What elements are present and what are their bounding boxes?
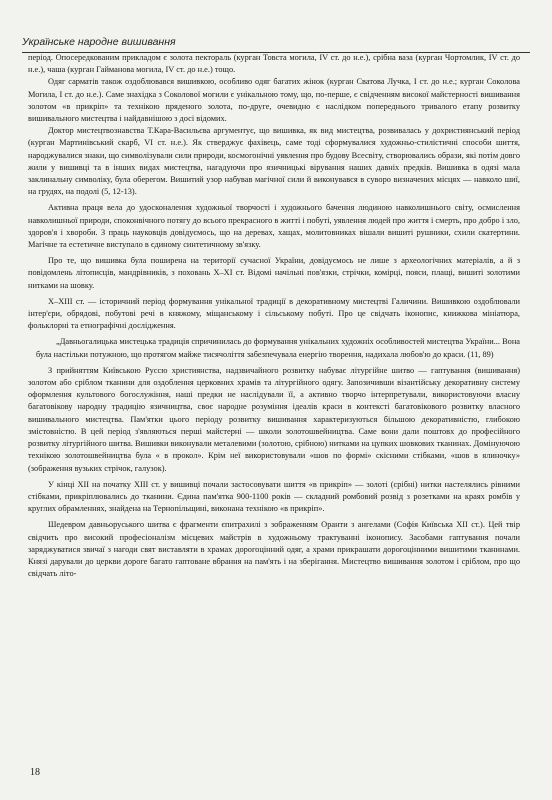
body-text <box>28 52 520 580</box>
running-head: Українське народне вишивання <box>22 36 176 48</box>
page-number: 18 <box>30 767 40 778</box>
paragraph-christianity-liturgical: З прийняттям Київською Руссю християнства, надзвичайного розвитку набуває літургійне шитво — гаптування (вишивання) золотом або сріблом тканини для оздоблення церковних храмів та літургійного одягу. Запозичивши візантійську декоративну систему оформлення культового богослужіння, наші предки не наслідували її, а активно творчо інтерпретували, використовуючи власну багатовікову народну традицію язичництва, своє народне розуміння ідеалів краси в контексті багатовікового розвитку власного вишивального мистецтва. Пам'ятки цього періоду розвитку вишивання характеризуються більшою декоративністю, глибокою змістовністю. В цей період з'являються перші майстерні — школи золотошвейництва. Саме вони дали поштовх до професійного розвитку літургійного шитва. Вишивки виконували металевими (золотою, срібною) нитками на цупких шовкових тканинах. Домінуючою технікою золотошвейництва була « в прокол». Крім неї використовували «шов по формі» скісними стібками, «шов в ялиночку» (зображення вузьких стрічок, галузок). <box>28 365 520 473</box>
paragraph-sarmatian-embroidery: Одяг сарматів також оздоблювався вишивкою, особливо одяг багатих жінок (курган Сватова Лучка, I ст. до н.е.; курган Соколова Могила, I ст. до н.е.). Саме знахідка з Соколової могили є унікальною тому, що, по-перше, є свідченням високої майстерності вишивання золотом «в прикріп» та технікою пряденого золота, по-друге, очевидно є наслідком попереднього тривалого етапу розвитку вишивального мистецтва і найдавнішою з досі відомих. <box>28 77 520 124</box>
paragraph-kara-vasylieva: Доктор мистецтвознавства Т.Кара-Васильєва аргументує, що вишивка, як вид мистецтва, розвивалась у дохристиянський період (курган Мартинівський скарб, VI ст. н.е.). Як стверджує фахівець, саме тоді сформувалися художньо-стилістичні способи шиття, народжувалися знаки, що символізували сили природи, космогонічні уявлення про будову Всесвіту, створювались образи, які потім довго жили у вишивці та в інших видах мистецтва, нагадуючи про язичницькі вірування наших давніх предків. Вишивка в одязі мала заклинальну символіку, була оберегом. Вишитий узор набував магічної сили й виконувався в суворо визначених місцях — навколо шиї, на грудях, на подолі (5, 12-13). <box>28 126 520 197</box>
paragraph-scythian-examples: період. Опосередкованим прикладом є золота пектораль (курган Товста могила, IV ст. до н.е.), срібна ваза (курган Чортомлик, IV ст. до н.е.), чаша (курган Гайманова могила, IV ст. до н.е.) тощо. <box>28 53 520 75</box>
paragraph-active-labor: Активна праця вела до удосконалення художньої творчості і художнього бачення людиною навколишнього світу, осмислення навколишньої природи, споконвічного потягу до всього прекрасного в житті і побуті, уявлення людей про життя і смерть, про добро і зло, здоров'я і хвороби. З праць науковців довідуємось, що на деревах, хащах, молитовниках вішали вишиті рушники, схили скатертини. Магічне та естетичне виступало в єдиному синтетичному зв'язку. <box>28 203 520 250</box>
paragraph-quote-galician-tradition: „Давньогалицька мистецька традиція спричинилась до формування унікальних художніх особливостей мистецтва України... Вона була настільки потужною, що протягом майже тисячоліття забезпечувала енергію творення, надихала любов'ю до краси. (11, 89) <box>36 337 520 359</box>
page-header <box>22 32 530 53</box>
paragraph-galicia-period: X–XIII ст. — історичний період формування унікальної традиції в декоративному мистецтві Галичини. Вишивкою оздоблювали інтер'єри, обрядові, побутові речі в княжому, міщанському і сільському побуті. Про це свідчать іконопис, книжкова мініатюра, фольклорні та етнографічні дослідження. <box>28 296 520 331</box>
paragraph-epitrachelion-masterpiece: Шедевром давньоруського шитва є фрагменти єпитрахилі з зображенням Оранти з ангелами (Софія Київська XII ст.). Цей твір свідчить про високий професіоналізм місцевих майстрів в художньому трактуванні іконопису. Засобами гаптування почали заряджуватися звичаї з нагоди свят виставляти в храмах дорогоцінний одяг, а храми прикрашати дорогоцінними вишитими тканинами. Князі дарували до церкви дороге багато гаптоване вбрання на пам'ять і на зберігання. Мистецтво вишивання золотом і сріблом, про що свідчать літо- <box>28 520 520 579</box>
paragraph-territory-ukraine: Про те, що вишивка була поширена на території сучасної України, довідуємось не лише з археологічних матеріалів, а й з повідомлень літописців, мандрівників, з поховань X–XI ст. Відомі начільні пов'язки, стрічки, комірці, пояси, плащі, вишиті золотими нитками на шовку. <box>28 256 520 290</box>
paragraph-prykrip-technique: У кінці XII на початку XIII ст. у вишивці почали застосовувати шиття «в прикріп» — золоті (срібні) нитки настелялись рівними стібками, прикріплювались до тканини. Єдина пам'ятка 900-1100 років — складний ромбовий розвід з розетками на краях ромбів у круглих обрамленнях, знайдена на Тернопільщині, виконана технікою «в прикріп». <box>28 479 520 514</box>
